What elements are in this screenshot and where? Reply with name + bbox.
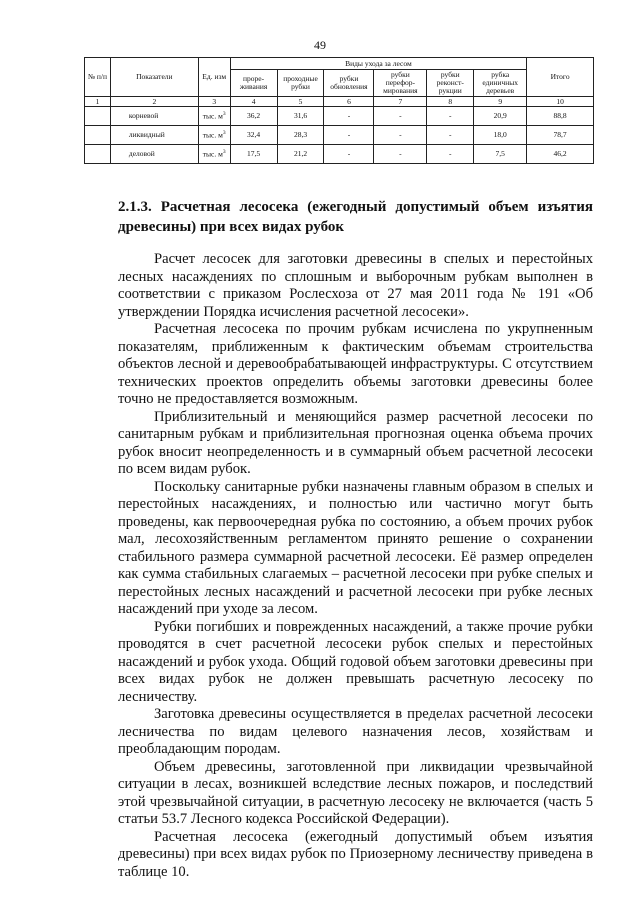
row-num <box>85 145 111 164</box>
header-subcol: проре-живания <box>230 70 277 97</box>
row-value: - <box>374 126 427 145</box>
paragraph: Расчетная лесосека (ежегодный допустимый объем изъятия древесины) при всех видах рубок по Приозерному лесничеству приведена в таблице 10. <box>118 828 593 880</box>
row-num <box>85 107 111 126</box>
row-value: 31,6 <box>277 107 324 126</box>
table-index-row <box>85 97 594 107</box>
paragraph: Расчетная лесосека по прочим рубкам исчислена по укрупненным показателям, приближенным к фактическим объемам строительства объектов лесной и деревообрабатывающей инфраструктуры. С отсутствием технических проектов определить объемы заготовки древесины более точно не предоставляется возможным. <box>118 321 593 407</box>
row-value: 28,3 <box>277 126 324 145</box>
row-value: - <box>427 145 474 164</box>
header-subcol: проходные рубки <box>277 70 324 97</box>
table-row <box>85 126 594 145</box>
row-value: - <box>427 107 474 126</box>
paragraph: Заготовка древесины осуществляется в пределах расчетной лесосеки лесничества по видам целевого назначения лесов, хозяйствам и преобладающим породам. <box>118 706 593 757</box>
row-value: 21,2 <box>277 145 324 164</box>
body-text <box>118 251 593 881</box>
row-value: 18,0 <box>474 126 527 145</box>
paragraph: Приблизительный и меняющийся размер расчетной лесосеки по санитарным рубкам и приблизительная прогнозная оценка объема прочих рубок вносит неопределенность и в суммарный объем расчетной лесосеки по всем видам рубок. <box>118 408 593 477</box>
header-total: Итого <box>527 58 594 97</box>
header-num: № п/п <box>85 58 111 97</box>
table-row <box>85 107 594 126</box>
index-cell: 1 <box>85 97 111 107</box>
row-value: - <box>374 107 427 126</box>
forest-care-table <box>84 57 594 164</box>
row-name: ликвидный <box>110 126 198 145</box>
header-subcol: рубка единичных деревьев <box>474 70 527 97</box>
index-cell: 10 <box>527 97 594 107</box>
row-unit: тыс. $м^3$ <box>198 126 230 145</box>
header-subcol: рубки обновления <box>324 70 374 97</box>
header-unit: Ед. изм <box>198 58 230 97</box>
header-care-types: Виды ухода за лесом <box>230 58 527 70</box>
row-total: 88,8 <box>527 107 594 126</box>
paragraph: Поскольку санитарные рубки назначены главным образом в спелых и перестойных насаждениях, и полностью или частично могут быть проведены, как первоочередная рубка по состоянию, а объем прочих рубок мал, лесохозяйственным регламентом принято решение о сохранении стабильного размера суммарной расчетной лесосеки. Её размер определен как сумма стабильных слагаемых – расчетной лесосеки при рубке спелых и перестойных лесных насаждений и расчетной лесосеки при рубке лесных насаждений при уходе за лесом. <box>118 478 593 617</box>
row-unit: тыс. $м^3$ <box>198 145 230 164</box>
row-value: 20,9 <box>474 107 527 126</box>
row-unit: тыс. $м^3$ <box>198 107 230 126</box>
row-value: - <box>427 126 474 145</box>
row-value: 17,5 <box>230 145 277 164</box>
table-row <box>85 145 594 164</box>
row-value: 32,4 <box>230 126 277 145</box>
index-cell: 6 <box>324 97 374 107</box>
index-cell: 4 <box>230 97 277 107</box>
section-title: 2.1.3. Расчетная лесосека (ежегодный допустимый объем изъятия древесины) при всех видах рубок <box>118 199 593 235</box>
index-cell: 2 <box>110 97 198 107</box>
index-cell: 8 <box>427 97 474 107</box>
row-value: 36,2 <box>230 107 277 126</box>
page-number: 49 <box>314 38 326 52</box>
row-num <box>85 126 111 145</box>
index-cell: 9 <box>474 97 527 107</box>
header-subcol: рубки перефор-мирования <box>374 70 427 97</box>
row-value: - <box>324 126 374 145</box>
row-value: - <box>374 145 427 164</box>
row-name: деловой <box>110 145 198 164</box>
index-cell: 7 <box>374 97 427 107</box>
row-value: 7,5 <box>474 145 527 164</box>
row-value: - <box>324 107 374 126</box>
row-name: корневой <box>110 107 198 126</box>
paragraph: Объем древесины, заготовленной при ликвидации чрезвычайной ситуации в лесах, возникшей вследствие лесных пожаров, и последствий этой чрезвычайной ситуации, в расчетную лесосеку не включается (часть 5 статьи 53.7 Лесного кодекса Российской Федерации). <box>118 758 593 827</box>
table-header-row <box>85 58 594 70</box>
row-total: 46,2 <box>527 145 594 164</box>
header-indicator: Показатели <box>110 58 198 97</box>
index-cell: 3 <box>198 97 230 107</box>
header-subcol: рубки реконст-рукции <box>427 70 474 97</box>
index-cell: 5 <box>277 97 324 107</box>
row-value: - <box>324 145 374 164</box>
row-total: 78,7 <box>527 126 594 145</box>
paragraph: Рубки погибших и поврежденных насаждений, а также прочие рубки проводятся в счет расчетной лесосеки рубок спелых и перестойных насаждений и рубок ухода. Общий годовой объем заготовки древесины при всех видах рубок не должен превышать расчетную лесосеку по лесничеству. <box>118 618 593 705</box>
paragraph: Расчет лесосек для заготовки древесины в спелых и перестойных лесных насаждениях по сплошным и выборочным рубкам выполнен в соответствии с приказом Рослесхоза от 27 мая 2011 года № 191 «Об утверждении Порядка исчисления расчетной лесосеки». <box>118 251 593 320</box>
